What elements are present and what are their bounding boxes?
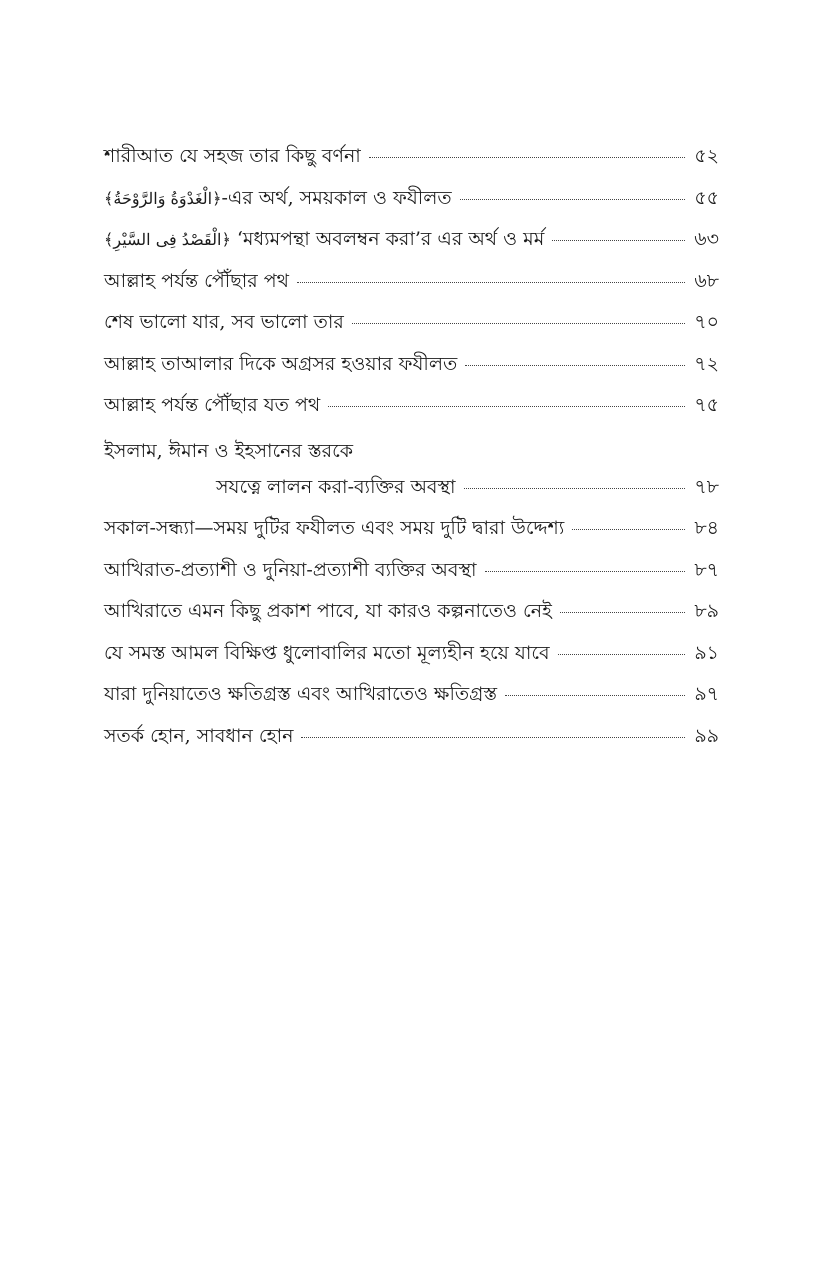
toc-entry-title-text: -এর অর্থ, সময়কাল ও ফযীলত (221, 186, 452, 209)
toc-entry-title: আল্লাহ পর্যন্ত পৌঁছার পথ (104, 269, 289, 292)
toc-entry[interactable] (104, 225, 719, 267)
toc-entry-title (104, 184, 452, 216)
dot-leader (460, 199, 685, 200)
toc-entry-title: আখিরাত-প্রত্যাশী ও দুনিয়া-প্রত্যাশী ব্যক্তির অবস্থা (104, 558, 477, 581)
toc-entry-page: ৭৫ (694, 394, 719, 416)
toc-entry-second-line (104, 473, 719, 515)
toc-entry-title (104, 225, 544, 257)
toc-entry-title: আল্লাহ তাআলার দিকে অগ্রসর হওয়ার ফযীলত (104, 352, 458, 375)
toc-entry-title: শারীআত যে সহজ তার কিছু বর্ণনা (104, 145, 361, 167)
toc-entry-title: যারা দুনিয়াতেও ক্ষতিগ্রস্ত এবং আখিরাতেও ক্ষতিগ্রস্ত (104, 683, 498, 705)
dot-leader (572, 529, 685, 530)
toc-entry-title: সকাল-সন্ধ্যা—সময় দুটির ফযীলত এবং সময় দুটি দ্বারা উদ্দেশ্য (104, 517, 565, 539)
toc-entry[interactable] (104, 267, 719, 309)
toc-entry-title-line2: সযত্নে লালন করা-ব্যক্তির অবস্থা (216, 475, 456, 498)
toc-entry-page: ৫৫ (694, 186, 719, 209)
toc-entry-page: ৭২ (694, 352, 719, 375)
toc-entry-title: শেষ ভালো যার, সব ভালো তার (104, 311, 344, 333)
dot-leader (328, 406, 685, 407)
toc-entry-title: আখিরাতে এমন কিছু প্রকাশ পাবে, যা কারও কল্পনাতেও নেই (104, 600, 552, 622)
toc-entry-page: ৭৮ (694, 475, 719, 498)
toc-entry[interactable] (104, 680, 719, 722)
toc-entry-title: যে সমস্ত আমল বিক্ষিপ্ত ধুলোবালির মতো মূল্যহীন হয়ে যাবে (104, 641, 550, 664)
dot-leader (464, 488, 685, 489)
toc-entry[interactable] (104, 391, 719, 433)
dot-leader (369, 157, 685, 158)
toc-entry-page: ৫২ (694, 145, 719, 167)
dot-leader (352, 323, 685, 324)
toc-entry-page: ৭০ (694, 311, 719, 333)
toc-entry-page: ৮৯ (694, 600, 719, 622)
toc-entry-page: ৮৭ (694, 558, 719, 581)
toc-entry-page: ৮৪ (694, 517, 719, 539)
dot-leader (552, 240, 685, 241)
toc-entry-title: আল্লাহ পর্যন্ত পৌঁছার যত পথ (104, 394, 321, 416)
toc-entry[interactable] (104, 514, 719, 556)
toc-entry-page: ৯৭ (694, 683, 719, 705)
toc-entry[interactable] (104, 350, 719, 392)
dot-leader (297, 282, 685, 283)
toc-entry[interactable] (104, 433, 719, 515)
dot-leader (301, 737, 685, 738)
toc-entry-title: সতর্ক হোন, সাবধান হোন (104, 724, 294, 747)
dot-leader (465, 365, 685, 366)
toc-entry[interactable] (104, 597, 719, 639)
toc-entry-page: ৯৯ (694, 724, 719, 747)
toc-entry[interactable] (104, 722, 719, 764)
toc-entry[interactable] (104, 556, 719, 598)
dot-leader (558, 654, 685, 655)
dot-leader (505, 695, 685, 696)
toc-entry[interactable] (104, 639, 719, 681)
table-of-contents (104, 142, 719, 763)
toc-entry-title-line1: ইসলাম, ঈমান ও ইহসানের স্তরকে (104, 439, 354, 462)
toc-entry[interactable] (104, 142, 719, 184)
toc-entry-page: ৬৩ (694, 228, 719, 250)
toc-entry-page: ৯১ (694, 641, 719, 664)
arabic-phrase: ﴿الْغَدْوَةُ وَالرَّوْحَةُ﴾ (104, 188, 222, 208)
toc-entry-page: ৬৮ (694, 269, 719, 292)
toc-entry-first-line (104, 437, 719, 473)
arabic-phrase: ﴿الْقَصْدُ فِى السَّيْرِ﴾ (104, 230, 231, 249)
toc-entry[interactable] (104, 184, 719, 226)
toc-entry[interactable] (104, 308, 719, 350)
dot-leader (485, 571, 685, 572)
toc-entry-title-text: ‘মধ্যমপন্থা অবলম্বন করা’র এর অর্থ ও মর্ম (230, 228, 545, 250)
dot-leader (560, 612, 685, 613)
